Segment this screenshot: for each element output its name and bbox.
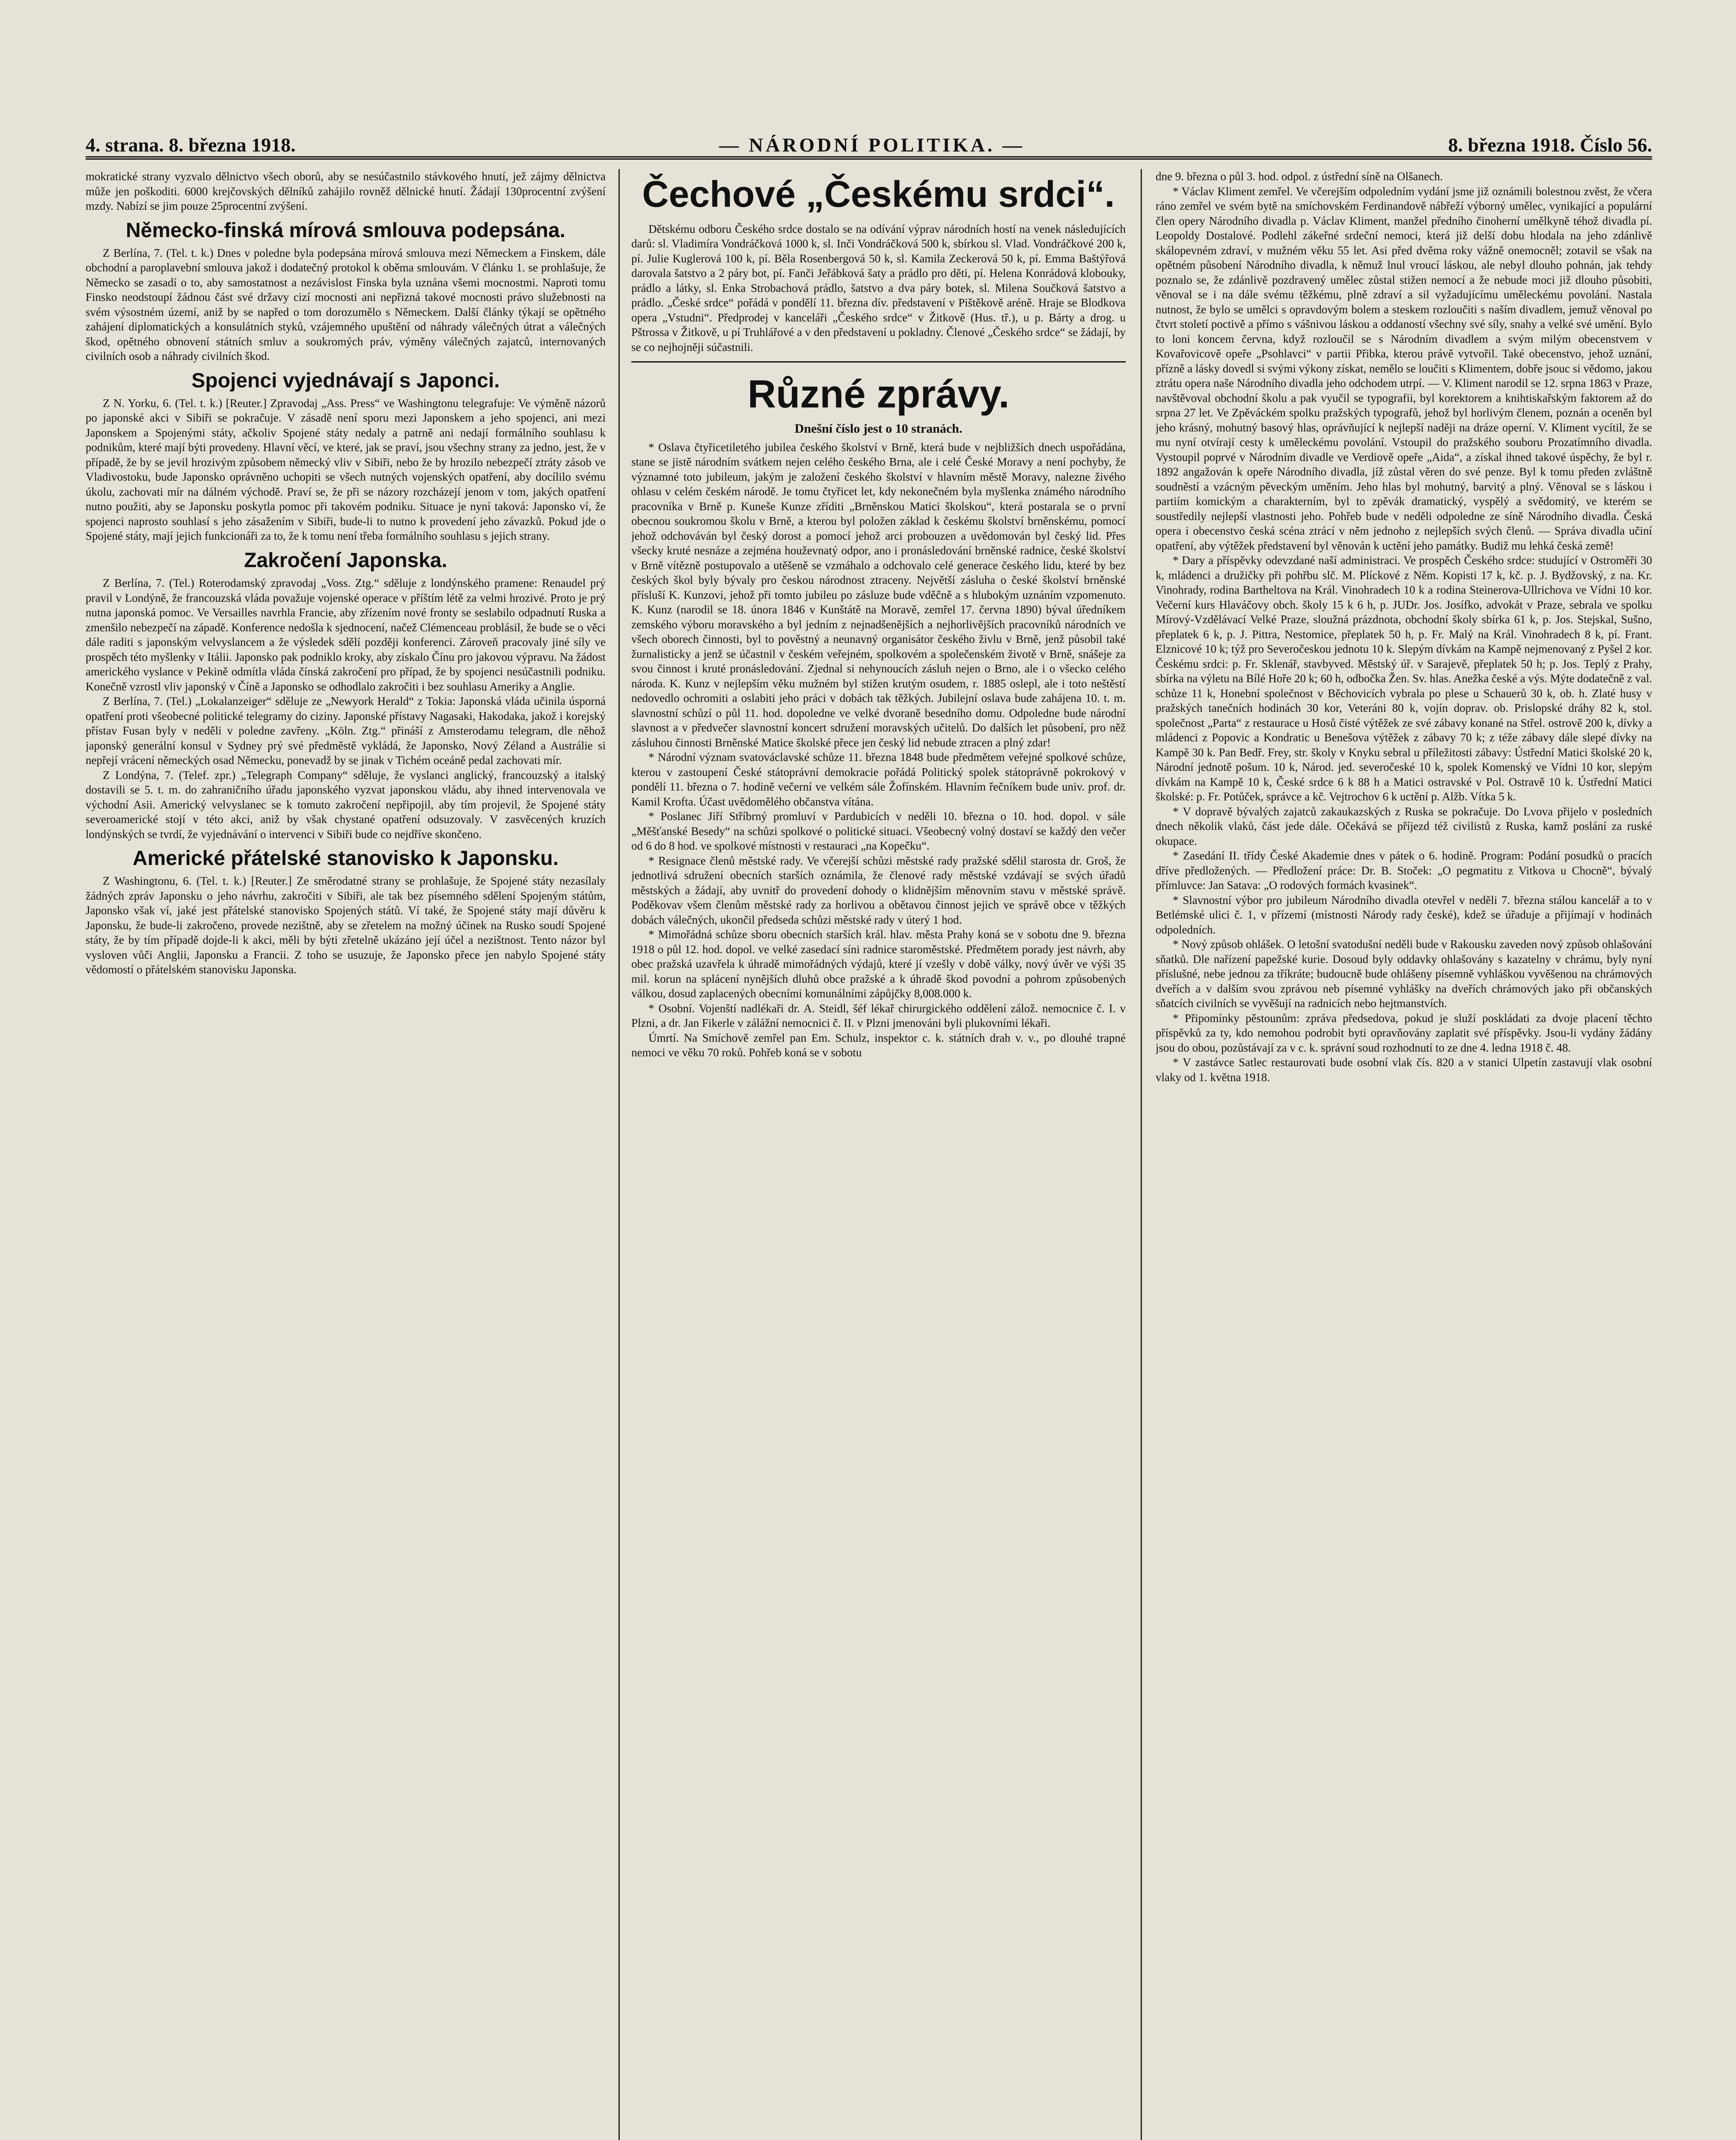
headline-japan-intervention: Zakročení Japonska. [244, 549, 447, 572]
article-london-report: Z Londýna, 7. (Telef. zpr.) „Telegraph Company“ sděluje, že vyslanci anglický, francouzský a italský dostavili se 5. t. m. do zahraničního úřadu japonského vyzvat japonskou vládu, aby ihned intervenovala ve východní Asii. Americký velvyslanec se k tomuto zakročení nepřipojil, aby tím projevil, že Spojené státy severoamerické stojí v této akci, aniž by však chystané opatření odsuzovaly. V zasvěcených kruzích londýnských se tvrdí, že vyjednávání o intervenci v Sibiři bude co nejdříve skončeno. [86, 768, 606, 841]
column-3 [1156, 169, 1652, 2140]
headline-ceske-srdce: Čechové „Českému srdci“. [642, 174, 1115, 215]
article-obituary-schulz: Úmrtí. Na Smíchově zemřel pan Em. Schulz, inspektor c. k. státních drah v. v., po dlouhé trapné nemoci ve věku 70 roků. Pohřeb koná se v sobotu [631, 1031, 1126, 1059]
newspaper-title: — NÁRODNÍ POLITIKA. — [719, 134, 1025, 156]
article-ceske-srdce: Dětskému odboru Českého srdce dostalo se na odívání výprav národních hostí na venek následujících darů: sl. Vladimíra Vondráčková 1000 k, sl. Inči Vondráčková 500 k, sbírkou sl. Vlad. Vondráčkové 200 k, pí. Julie Kuglerová 100 k, pí. Běla Rosenbergová 50 k, sl. Kamila Zeckerová 50 k, pí. Emma Baštýřová darovala šatstvo a 2 páry bot, pí. Fanči Jeřábková šaty a prádlo pro děti, pí. Helena Konrádová kloboukу, prádlo a látky, sl. Enka Strobachová prádlo, šatstvo a dva páry botek, sl. Milena Součková šatstvo a prádlo. „České srdce“ pořádá v pondělí 11. března dív. představení v Pištěkově aréně. Hraje se Blodkova opera „Vstudni“. Předprodej v kanceláři „Českého srdce“ v Žitkově (Hus. tř.), u p. Bárty a drog. u Pštrossa v Žitkově, u pí Truhlářové a v den představení u pokladny. Členové „Českého srdce“ se žádají, by se co nejhojněji súčastnili. [631, 222, 1126, 354]
column-divider [618, 169, 620, 2140]
masthead [86, 126, 1652, 160]
article-brno-school-jubilee: * Oslava čtyřicetiletého jubilea českého školství v Brně, která bude v nejbližších dnech uspořádána, stane se jistě národním svátkem nejen celého českého Brna, ale i celé České Moravy a není pochyby, že významné toto jubileum, jakým je založení českého školství v hlavním městě Moravy, nalezne živého ohlasu v celém českém národě. Je tomu čtyřicet let, kdy nekonečném byla myšlenka známého národního pracovníka v Brně p. Kuneše Kunze zříditi „Brněnskou Matici školskou“, která postarala se o první obecnou soukromou školu v Brně, a kterou byl položen základ k českému školství brněnskému, pomocí jehož odchováván byl český dorost a pomocí jehož arci probouzen a uvědomován byl český lid. Přes všecky kruté nesnáze a zejména houževnatý odpor, ano i pronásledování brněnské radnice, české školství v Brně vítězně postupovalo a utěšeně se vzmáhalo a odchovalo celé generace českého lidu, které by bez českých škol byly bývaly pro českou národnost ztraceny. Největší zásluha o české školství brněnské přísluší K. Kunzovi, jehož při tomto jubileu po zásluze bude vděčně a s hlubokým uznáním vzpomenuto. K. Kunz (narodil se 18. února 1846 v Kunštátě na Moravě, zemřel 17. června 1890) býval úředníkem zemského výboru moravského a byl jedním z nejnadšenějších a nejhorlivějších pracovníků národních ve všech oborech činnosti, byl to pověstný a neunavný organisátor českého živlu v Brně, jenž působil také žurnalisticky a jenž se účastnil v českém veřejném, spolkovém a společenském životě v Brně, snášeje za svou činnost i kruté pronásledování. Zjednal si nehynoucích zásluh nejen o Brno, ale i o všecko celého národa. K. Kunz v nejlepším věku mužném byl stižen krutým osudem, r. 1885 oslepl, ale i toto neštěstí nedovedlo ochromiti a oslabiti jeho práci v dobách tak těžkých. Jubilejní oslava bude zahájena 10. t. m. slavnostní schůzí o půl 11. hod. dopoledne ve velké dvoraně besedního domu. Odpoledne bude národní slavnost a v předvečer slavnostní koncert sdružení moravských učitelů. Do dalších let působení, pro něž zásluhou činnosti Brněnské Matice školské přece jen český lid nebude ztracen a plný zdar! [631, 440, 1126, 749]
article-reminder: * Připomínky pěstounům: zpráva předsedova, pokud je služí poskládati za dvoje placení těchto příspěvků za ty, kdo nemohou podrobit byti opravňovány zaplatit své příspěvky. Jsou-li vydány žádány jsou do obou, pozůstávají za v c. k. správní soud rozhodnutí to ze dne 4. ledna 1918 č. 48. [1156, 1011, 1652, 1054]
article-marriage-announcements: * Nový způsob ohlášek. O letošní svatodušní neděli bude v Rakousku zaveden nový způsob ohlašování sňatků. Dle nařízení papežské kurie. Dosoud byly oddavky ohlašovány s kazatelny v chrámu, byly nyní příslušné, nebe jednou za tříkráte; budoucně bude ohlášeny písemně vyhláškou vyvěšenou na chrámových dveřích a v dalším svou zprávou neb písemné vyhlášky na dveřích chrámových jako při občanských sňatcích civilních se vyvěšují na radnicích nebo hejtmanstvích. [1156, 938, 1652, 1010]
article-svatovaclavska-schuze: * Národní význam svatováclavské schůze 11. března 1848 bude předmětem veřejné spolkové schůze, kterou v zastoupení České státoprávní demokracie pořádá Politický spolek státoprávně pokrokový v pondělí 11. března o 7. hodině večerní ve velkém sále Žofínském. Hlavním řečníkem bude univ. prof. dr. Kamil Krofta. Účast uvědomělého občanstva vítána. [631, 751, 1126, 808]
article-japan-intervention: Z Berlína, 7. (Tel.) Roterodamský zpravodaj „Voss. Ztg.“ sděluje z londýnského pramene: Renaudel prý pravil v Londýně, že francouzská vláda považuje vojenské operace v příštím létě za velmi hrozivé. Proto je prý nutna japonská pomoc. Ve Versailles navrhla Francie, aby zřízením nové fronty se seslabilo odpadnutí Ruska a zmenšilo nebezpečí na západě. Konference nedošla k sjednocení, načež Clémenceau problásil, že bude se o věci dále raditi s japonským velvyslancem a že výsledek sdělí později konferenci. Zároveň pracovaly jiné síly ve prospěch této myšlenky v Itálii. Japonsko pak podniklo kroky, aby získalo Čínu pro jakovou výpravu. Na žádost amerického vyslance v Pekině odmítla vláda čínská zakročení pro případ, že by spojenci nesúčastnili podniku. Konečně vzrostl vliv japonský v Číně a Japonsko se odhodlalo zakročiti i bez souhlasu Ameriky a Anglie. [86, 577, 606, 693]
headline-finland-peace: Německo-finská mírová smlouva podepsána. [125, 219, 566, 242]
article-kliment-obituary: * Václav Kliment zemřel. Ve včerejším odpoledním vydání jsme již oznámili bolestnou zvěst, že včera ráno zemřel ve svém bytě na smíchovském Ferdinandově nábřeží výborný umělec, vynikající a populární člen opery Národního divadla p. Václav Kliment, manžel předního činoherní umělkyně téhož divadla pí. Leopoldy Dostalové. Podlehl zákeřné srdeční nemoci, která již delší dobu hlodala na jeho zdánlivě skálopevném zdraví, v mužném věku 55 let. Asi před dvěma roky vážně onemocněl; zotavil se však na opětném působení Národního divadla, k němuž lnul vroucí láskou, ale nebyl dlouho pohnán, jak tehdy poznalo se, že zdánlivě pozdravený umělec zůstal stižen nemocí a že nebude moci již dlouho působiti, věnoval se i na dále svému těžkému, plně zdraví a sil vyžadujícímu uměleckému povolání. Nastala nutnost, že bylo se umělci s opravdovým bolem a steskem rozloučiti s naším divadlem, jemuž věnoval po čtvrt století poctivě a přímo s vášnivou láskou a oddaností všechny své síly, snahy a velké své umění. Bylo to loni koncem června, když rozloučil se s Národním divadlem a svým milým obecenstvem v Kovařovicově opeře „Psohlavci“ v partii Přibka, kterou právě vytvořil. Také obecenstvo, jehož uznání, přízně a lásky dovedl si svými výkony získat, nemělo se loučiti s Klimentem, dobře jsouc si vědomo, jakou ztrátu opera naše Národního divadla jeho odchodem utrpí. — V. Kliment narodil se 12. srpna 1863 v Praze, navštěvoval obchodní školu a pak vyučil se typografii, byl korektorem a knihtiskařským faktorem až do srpna 27 let. Ve Zpěváckém spolku pražských typografů, jehož byl horlivým členem, poznán a oceněn byl jeho krásný, mohutný basový hlas, oprávňující k nejlepší naději na dráze operní. V. Kliment vycítil, že se mu nyní otvírají cesty k uměleckému povolání. Vstoupil do pražského souboru Prozatímního divadla. Vystoupil poprvé v Národním divadle ve Verdiově opeře „Aida“, a získal ihned takové úspěchy, že byl r. 1892 angažován k opeře Národního divadla, jíž zůstal věren do své penze. Byl k tomu předen zvláštně soudněstí a vzácným pěveckým uměním. Jeho hlas byl mohutný, barvitý a plný. Věnoval se s láskou i partiím komickým a charakterním, byl to zpěvák dramatický, vyspělý a svědomitý, ve kterém se soustředily nejlepší vlastnosti jeho. Pohřeb bude v neděli odpoledne ze síně Národního divadla. Česká opera i obecenstvo česká scéna ztrácí v něm jednoho z nejlepších svých členů. — Správa divadla učiní opatření, aby výtěžek představení byl věnován k uctění jeho památky. Budiž mu lehká česká země! [1156, 184, 1652, 552]
article-personal: * Osobní. Vojenští nadlékaři dr. A. Steidl, šéf lékař chirurgického oddělení zálož. nemocnice č. I. v Plzni, a dr. Jan Fikerle v zálážní nemocnici č. II. v Plzni jmenováni byli plukovními lékaři. [631, 1002, 1126, 1030]
section-rule [631, 361, 1126, 363]
article-city-council-resignation: * Resignace členů městské rady. Ve včerejší schůzi městské rady pražské sdělil starosta dr. Groš, že jednotlivá sdružení obecních starších oznámila, že členové rady městské vzdávají se svých úřadů městských a žádají, aby uvnitř do provedení dohody o klidnějším měnovním stavu v městské správě. Poděkovav všem členům městské rady za horlivou a obětavou činnost jejich ve správě obce v těžkých dobách válečných, ukončil předseda schůzi městské rady v úterý 1 hod. [631, 854, 1126, 926]
page-info-left: 4. strana. 8. března 1918. [86, 134, 296, 156]
headline-american-stance: Americké přátelské stanovisko k Japonsku. [132, 847, 559, 870]
issue-page-count: Dnešní číslo jest o 10 stranách. [794, 422, 963, 436]
article-extraordinary-session: * Mimořádná schůze sboru obecních starších král. hlav. města Prahy koná se v sobotu dne 9. března 1918 o půl 12. hod. dopol. ve velké zasedací síni radnice staroměstské. Předmětem porady jest návrh, aby obec pražská uzavřela k úhradě mimořádných výdajů, které jí vzešly v době války, nový úvěr ve výši 35 mil. korun na splácení nynějších dluhů obce pražské a k úhradě škod povodní a pohrom způsobených válkou, dosud zaplacených obecními komunálními zápůjčky 8,008.000 k. [631, 928, 1126, 1000]
article-national-theatre-jubilee: * Slavnostní výbor pro jubileum Národního divadla otevřel v neděli 7. března stálou kancelář a to v Betlémské ulici č. 1, v přízemí (místnosti Národy rady české), kdež se úřaduje a přijímají v hodinách odpoledních. [1156, 893, 1652, 936]
article-finland-peace: Z Berlína, 7. (Tel. t. k.) Dnes v poledne byla podepsána mírová smlouva mezi Německem a Finskem, dále obchodní a paroplavební smlouva jakož i dodatečný protokol k oběma smlouvám. V článku 1. se prohlašuje, že Německo se zasadí o to, aby samostatnost a nezávislost Finska byla uznána všemi mocnostmi. Naproti tomu Finsko neodstoupí žádnou část své državy cizí mocnosti ani nepřizná takové mocnosti právo služebnosti na svém výsostném území, aniž by se napřed o tom dorozumělo s Německem. Další články týkají se opětného zahájení diplomatických a konsulátních styků, vzájemného upuštění od náhrady válečných útrat a válečných škod, opětného obnovení státních smluv a soukromých práv, výměny válečných zajatců, internovaných civilních osob a náhrady civilních škod. [86, 246, 606, 363]
article-donations: * Dary a příspěvky odevzdané naší administraci. Ve prospěch Českého srdce: studující v Ostroměři 30 k, mládenci a družičky při pohřbu slč. M. Plíckové z Něm. Kopisti 17 k, kč. p. J. Bydžovský, z na. Kr. Vinohrady, rodina Bartheltova na Král. Vinohradech 10 k a rodina Steinerova-Ullrichova ve Vídni 10 kor. Večerní kurs Hlaváčovy obch. školy 15 k 6 h, p. JUDr. Jos. Josífko, advokát v Praze, sebrala ve spolku Mírový-Vzdělávací Velké Praze, sloužná prázdnota, obchodní školy sbírka 61 k, p. Jos. Stejskal, Sušno, přeplatek 6 k, p. J. Pittra, Nestomice, přeplatek 50 h, p. Fr. Malý na Král. Vinohradech 8 k, pí. Frant. Elznicové 10 k; týž pro Severočeskou jednotu 10 k. Slepým dívkám na Kampě nejmenovaný z Pyšel 2 kor. Českému srdci: p. Fr. Sklenář, stavbyved. Městský úř. v Sarajevě, přeplatek 50 h; p. Jos. Teplý z Prahy, sbírka na výletu na Bílé Hoře 20 k; 60 h, odbočka Žen. Sv. hlas. Anežka české a výs. Mýte dodatečně z val. schůze 11 k, Honební společnost v Běchovicích vybrala po plese u Schauerů 30 k, ob. h. Zlaté husy v pražských tanečních hodinách 30 kor, Veteráni 80 k, vojín doprav. ob. Prislopské dráhy 82 k, stol. společnost „Parta“ z restaurace u Hosů čisté výtěžek ze své zábavy konané na Střel. ostrově 200 k, dívky a mládenci z Popovic a Kondratic u Benešova výtěžek z zábavy 70 k; z téže zábavy dále slepé dívky na Kampě 30 k. Pan Bedř. Frey, str. školy v Knyku sebral u příležitosti zábavy: Ústřední Matici školské 20 k, Národní jednotě pošum. 10 k, Národ. jed. severočeské 10 k, spolek Komenský ve Vídni 10 kor, slepým dívkám na Kampě 10 k, České srdce 6 k 88 h a Matici ostravské v Pol. Ostravě 10 k. Ústřední Matici školské: p. Fr. Potůček, správce a kč. Vejtrochov 6 k uctění p. Alžb. Vítka 5 k. [1156, 554, 1652, 803]
article-allies-japan: Z N. Yorku, 6. (Tel. t. k.) [Reuter.] Zpravodaj „Ass. Press“ ve Washingtonu telegrafuje: Ve výměně názorů po japonské akci v Sibiři se pokračuje. V zásadě není sporu mezi Japonskem a jeho spojenci, ani mezi Japonskem a Spojenými státy, ačkoliv Spojené státy nedaly a patrně ani nedají formálního souhlasu k podnikům, které mají býti provedeny. Hlavní věcí, ve které, jak se praví, jsou všechny strany za jedno, jest, že v případě, že by se jevil hrozivým způsobem německý vliv v Sibiři, nebo že by hrozilo nebezpečí ztráty zásob ve Vladivostoku, bude Japonsko oprávněno uchopiti se všech nutných vojenských opatření, aby docílilo svému úkolu, zachovati mír na dálném východě. Praví se, že při se názory rozcházejí jenom v tom, jakých opatření nutno použiti, aby se Japonsku poskytla pomoc při takovém podniku. Situace je nyní taková: Japonsko ví, že spojenci naprosto souhlasí s jeho zásažením v Sibiři, bude-li to nutno k provedení jeho závazků. Pokud jde o Spojené státy, mají jejich funkcionáři za to, že k tomu není třeba formálního souhlasu s jejich strany. [86, 396, 606, 543]
column-1 [86, 169, 606, 2140]
article-train-stop: * V zastávce Satlec restaurovati bude osobní vlak čís. 820 a v stanici Ulpetín zastavují vlak osobní vlaky od 1. května 1918. [1156, 1056, 1652, 1084]
article-stribrny-pardubice: * Poslanec Jiří Stříbrný promluví v Pardubicích v neděli 10. března o 10. hod. dopol. v sále „Měšťanské Besedy“ na schůzi spolkové o politické situaci. Všeobecný volný dostaví se každý den večer od 6 do 8 hod. ve spolkové místnosti v restauraci „na Kopečku“. [631, 810, 1126, 853]
article-continuation: mokratické strany vyzvalo dělnictvo všech oborů, aby se nesúčastnilo stávkového hnutí, jež zájmy dělnictva může jen poškoditi. 6000 krejčovských dělníků zahájilo rovněž dělnické hnutí. Žádají 130procentní zvýšení mzdy. Nabízí se jim pouze 25procentní zvýšení. [86, 170, 606, 212]
article-continuation: dne 9. března o půl 3. hod. odpol. z ústřední síně na Olšanech. [1156, 170, 1443, 183]
article-prisoner-transport: * V dopravě bývalých zajatců zakaukazských z Ruska se pokračuje. Do Lvova přijelo v posledních dnech několik vlaků, část jede dále. Očekává se příjezd též civilistů z Ruska, kamž poslání za ruské okupace. [1156, 805, 1652, 847]
headline-allies-japan: Spojenci vyjednávají s Japonci. [191, 369, 500, 392]
article-japan-telegraph: Z Berlína, 7. (Tel.) „Lokalanzeiger“ sděluje ze „Newyork Herald“ z Tokia: Japonská vláda učinila úsporná opatření proti všeobecné politické telegramy do ciziny. Japonské přístavy Nagasaki, Hakodaka, jakož i korejský přístav Fusan byly v neděli v poledne zavřeny. „Köln. Ztg.“ přináší z Amsterodamu telegram, dle něhož japonský generální konsul v Sydney prý své předměstě vykládá, že Japonsko, Nový Zéland a Austrálie si nepřejí vrácení německých osad Německu, ponevadž by se jinak v Tichém oceáně pedal zachovati mír. [86, 695, 606, 767]
column-divider [1141, 169, 1142, 2140]
column-2 [631, 169, 1126, 2140]
article-american-stance: Z Washingtonu, 6. (Tel. t. k.) [Reuter.] Ze směrodatné strany se prohlašuje, že Spojené státy nezasílaly žádných zpráv Japonsku o jeho návrhu, zakročiti v Sibiři, ale tak bez písemného sdělení Spojeným státům, Japonsko však ví, jaké jest přátelské stanovisko Spojených států. Ví také, že Spojené státy mají důvěru k Japonsku, že bude-li zakročeno, provede nezištně, aby se zřetelem na možný účinek na Rusko soudí Spojené státy, že by tím případě dojde-li k akci, měli by býti zřetelně ukázáno její účel a nezištnost. Tento názor byl vysloven vůči Anglii, Japonsku a Francii. Z toho se usuzuje, že Japonsko přece jen nabylo Spojené státy vědomostí o přátelském stanovisku Japonska. [86, 874, 606, 976]
page-info-right: 8. března 1918. Číslo 56. [1448, 134, 1652, 156]
headline-ruzne-zpravy: Různé zprávy. [747, 372, 1010, 416]
article-academy-session: * Zasedání II. třídy České Akademie dnes v pátek o 6. hodině. Program: Podání posudků o pracích dříve předložených. — Předložení práce: Dr. B. Stoček: „O pegmatitu z Vitkova u Chocně“, bývalý přímluvce: Jan Satava: „O rodových formách kvasinek“. [1156, 849, 1652, 892]
